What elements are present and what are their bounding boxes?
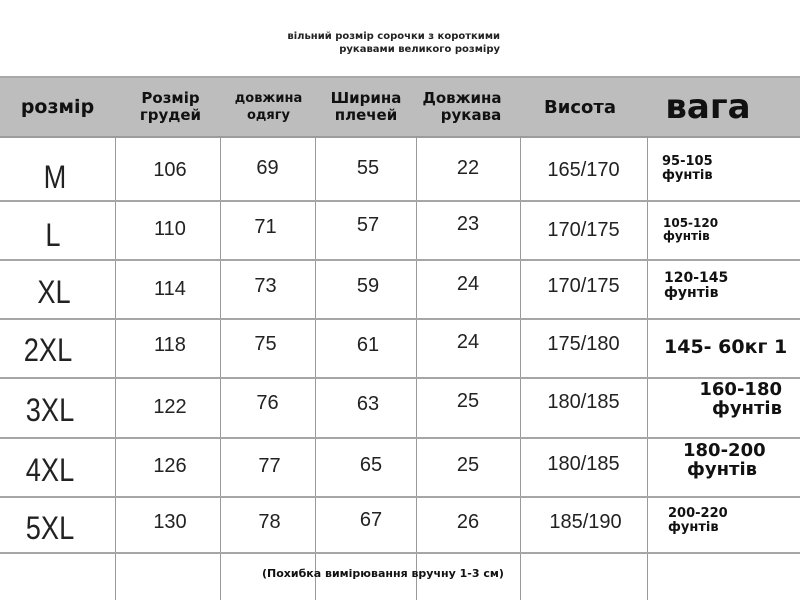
size-cell: 3XL	[25, 391, 75, 428]
chart-title	[250, 30, 550, 56]
length-cell: 78	[258, 510, 281, 533]
length-cell: 73	[254, 274, 277, 297]
chest-cell: 118	[154, 333, 186, 356]
shoulder-cell: 55	[356, 156, 380, 179]
weight-cell: 120-145 фунтів	[664, 270, 729, 301]
header-height: Висота	[544, 96, 616, 118]
chest-cell: 126	[153, 454, 187, 477]
size-cell: XL	[37, 273, 71, 310]
grid-line	[0, 377, 800, 379]
header-shoulder: Ширина плечей	[330, 89, 402, 124]
chest-cell: 110	[154, 217, 186, 240]
chest-cell: 106	[153, 158, 187, 181]
length-cell: 77	[258, 454, 281, 477]
grid-line	[220, 136, 221, 600]
shoulder-cell: 57	[356, 213, 380, 236]
shoulder-cell: 65	[359, 453, 383, 476]
sleeve-cell: 22	[456, 156, 480, 179]
size-cell: 2XL	[23, 331, 73, 368]
title-line-2: рукавами великого розміру	[339, 44, 500, 55]
weight-cell: 95-105 фунтів	[662, 154, 713, 183]
grid-line	[0, 437, 800, 439]
chest-cell: 122	[153, 395, 187, 418]
height-cell: 170/175	[547, 274, 620, 297]
header-sleeve: Довжина рукава	[422, 89, 502, 124]
length-cell: 76	[256, 391, 279, 414]
size-cell: L	[45, 216, 61, 253]
grid-line	[115, 136, 116, 600]
shoulder-cell: 63	[356, 392, 380, 415]
title-line-1: вільний розмір сорочки з короткими	[287, 31, 500, 42]
chest-cell: 130	[153, 510, 187, 533]
header-size: розмір	[20, 95, 95, 118]
sleeve-cell: 23	[456, 212, 480, 235]
sleeve-cell: 25	[456, 453, 480, 476]
shoulder-cell: 59	[356, 274, 380, 297]
weight-cell: 145- 60кг 1	[664, 336, 788, 358]
grid-line	[0, 259, 800, 261]
weight-cell: 105-120 фунтів	[663, 216, 719, 243]
grid-line	[520, 136, 521, 600]
sleeve-cell: 25	[456, 389, 480, 412]
height-cell: 175/180	[547, 332, 620, 355]
height-cell: 185/190	[549, 510, 622, 533]
measurement-note: (Похибка вимірювання вручну 1-3 см)	[262, 567, 504, 580]
weight-cell: 160-180 фунтів	[699, 379, 782, 419]
table-header	[0, 76, 800, 138]
shoulder-cell: 67	[359, 508, 383, 531]
height-cell: 180/185	[547, 390, 620, 413]
size-cell: 4XL	[25, 451, 75, 488]
height-cell: 180/185	[547, 452, 620, 475]
grid-line	[0, 200, 800, 202]
weight-cell: 180-200 фунтів	[683, 440, 766, 480]
weight-cell: 200-220 фунтів	[668, 506, 728, 535]
header-chest: Розмір грудей	[139, 89, 202, 124]
length-cell: 75	[254, 332, 277, 355]
length-cell: 69	[256, 156, 279, 179]
sleeve-cell: 24	[456, 272, 480, 295]
shoulder-cell: 61	[356, 333, 380, 356]
chest-cell: 114	[154, 277, 186, 300]
header-weight: вага	[665, 86, 751, 127]
size-cell: 5XL	[25, 509, 75, 546]
header-length: довжина одягу	[234, 91, 303, 123]
height-cell: 170/175	[547, 218, 620, 241]
grid-line	[0, 496, 800, 498]
sleeve-cell: 24	[456, 330, 480, 353]
length-cell: 71	[254, 215, 277, 238]
size-cell: M	[43, 158, 67, 195]
sleeve-cell: 26	[456, 510, 480, 533]
grid-line	[0, 318, 800, 320]
grid-line	[0, 552, 800, 554]
height-cell: 165/170	[547, 158, 620, 181]
